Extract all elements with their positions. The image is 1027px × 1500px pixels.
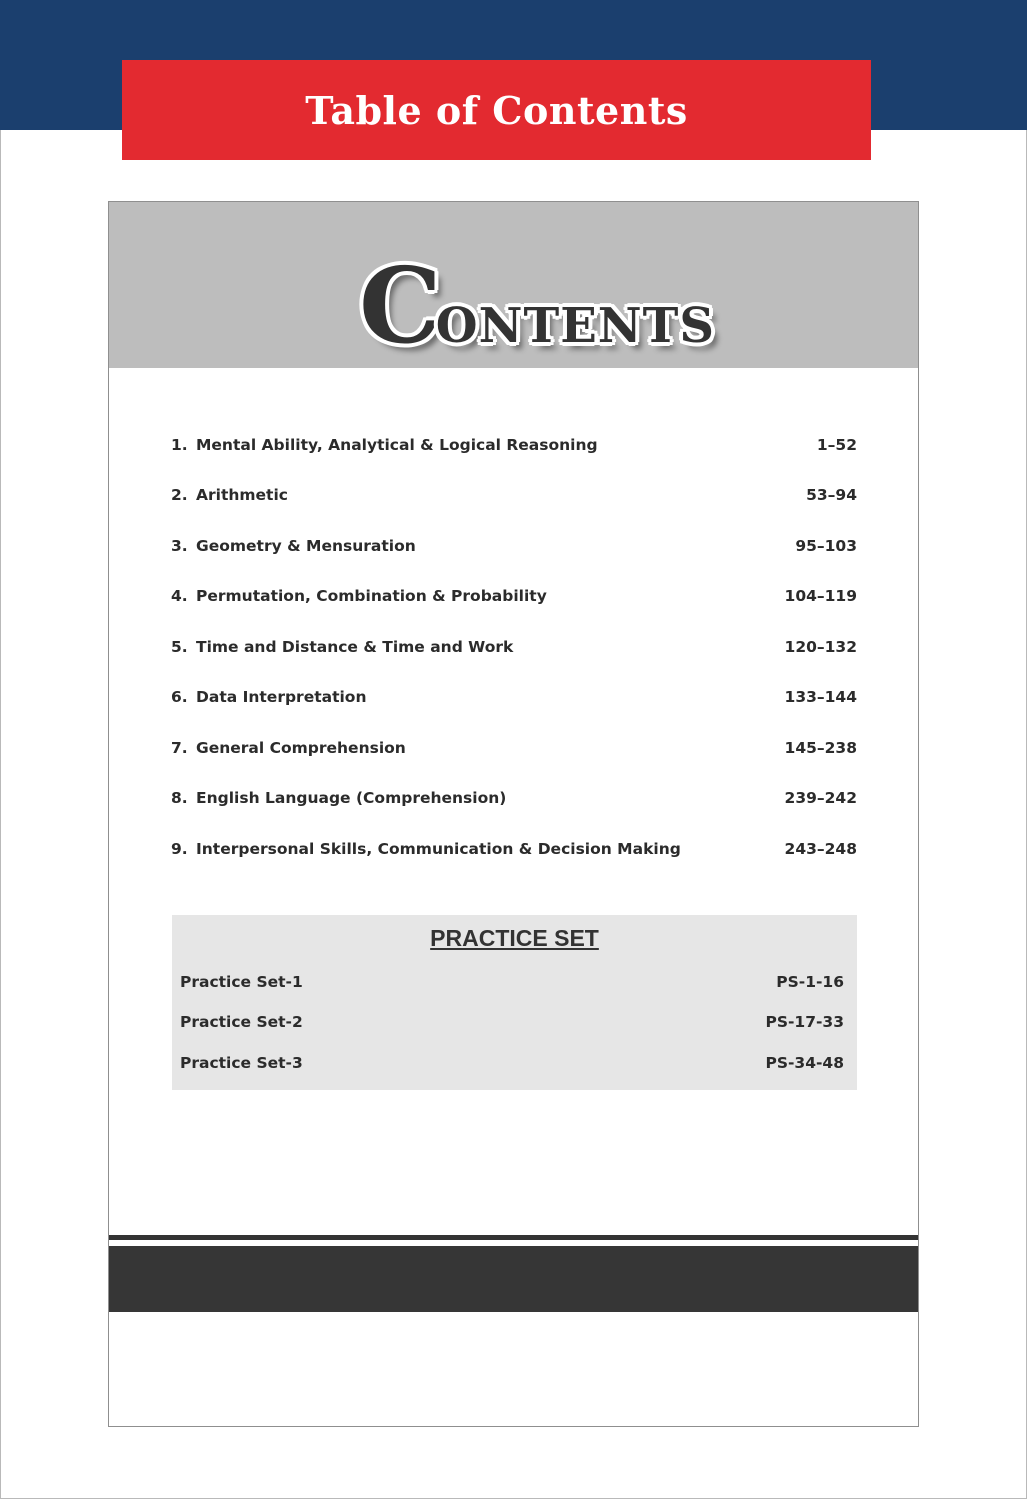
chapter-number: 1. bbox=[171, 436, 188, 454]
practice-set-pages: PS-17-33 bbox=[765, 1013, 844, 1031]
chapter-pages: 243–248 bbox=[784, 840, 857, 858]
chapter-number: 3. bbox=[171, 537, 188, 555]
footer-rule bbox=[109, 1235, 918, 1240]
chapter-row[interactable] bbox=[171, 739, 857, 763]
practice-set-row[interactable] bbox=[180, 1054, 844, 1076]
chapter-row[interactable] bbox=[171, 688, 857, 712]
chapter-number: 7. bbox=[171, 739, 188, 757]
contents-heading-rest: ONTENTS bbox=[435, 298, 716, 354]
banner-title: Table of Contents bbox=[305, 87, 688, 133]
chapter-pages: 53–94 bbox=[806, 486, 857, 504]
chapter-title: Permutation, Combination & Probability bbox=[196, 587, 547, 605]
chapter-number: 5. bbox=[171, 638, 188, 656]
chapter-pages: 120–132 bbox=[784, 638, 857, 656]
chapter-row[interactable] bbox=[171, 486, 857, 510]
chapter-row[interactable] bbox=[171, 840, 857, 864]
practice-set-row[interactable] bbox=[180, 1013, 844, 1035]
chapter-pages: 1–52 bbox=[816, 436, 857, 454]
contents-heading-initial: C bbox=[359, 244, 442, 367]
practice-set-pages: PS-1-16 bbox=[776, 973, 844, 991]
contents-card bbox=[108, 201, 919, 1427]
title-banner bbox=[122, 60, 871, 160]
chapter-title: Arithmetic bbox=[196, 486, 288, 504]
practice-set-label: Practice Set-3 bbox=[180, 1054, 303, 1072]
chapter-pages: 133–144 bbox=[784, 688, 857, 706]
practice-set-title: PRACTICE SET bbox=[430, 925, 599, 951]
chapter-title: Time and Distance & Time and Work bbox=[196, 638, 514, 656]
card-header bbox=[109, 202, 918, 368]
chapter-number: 2. bbox=[171, 486, 188, 504]
chapter-title: Data Interpretation bbox=[196, 688, 367, 706]
practice-set-panel bbox=[172, 915, 857, 1090]
contents-heading bbox=[359, 244, 719, 367]
practice-set-label: Practice Set-1 bbox=[180, 973, 303, 991]
practice-set-pages: PS-34-48 bbox=[765, 1054, 844, 1072]
chapter-pages: 145–238 bbox=[784, 739, 857, 757]
chapter-title: General Comprehension bbox=[196, 739, 406, 757]
chapter-pages: 104–119 bbox=[784, 587, 857, 605]
chapter-title: Mental Ability, Analytical & Logical Reasoning bbox=[196, 436, 598, 454]
chapter-row[interactable] bbox=[171, 789, 857, 813]
chapter-number: 8. bbox=[171, 789, 188, 807]
practice-set-row[interactable] bbox=[180, 973, 844, 995]
chapter-number: 9. bbox=[171, 840, 188, 858]
chapter-row[interactable] bbox=[171, 537, 857, 561]
practice-set-label: Practice Set-2 bbox=[180, 1013, 303, 1031]
chapter-number: 4. bbox=[171, 587, 188, 605]
chapter-pages: 239–242 bbox=[784, 789, 857, 807]
chapter-title: English Language (Comprehension) bbox=[196, 789, 507, 807]
chapter-pages: 95–103 bbox=[795, 537, 857, 555]
chapter-row[interactable] bbox=[171, 436, 857, 460]
chapter-row[interactable] bbox=[171, 587, 857, 611]
chapter-number: 6. bbox=[171, 688, 188, 706]
footer-bar bbox=[109, 1246, 918, 1312]
chapter-title: Geometry & Mensuration bbox=[196, 537, 416, 555]
chapter-title: Interpersonal Skills, Communication & Decision Making bbox=[196, 840, 681, 858]
chapter-row[interactable] bbox=[171, 638, 857, 662]
